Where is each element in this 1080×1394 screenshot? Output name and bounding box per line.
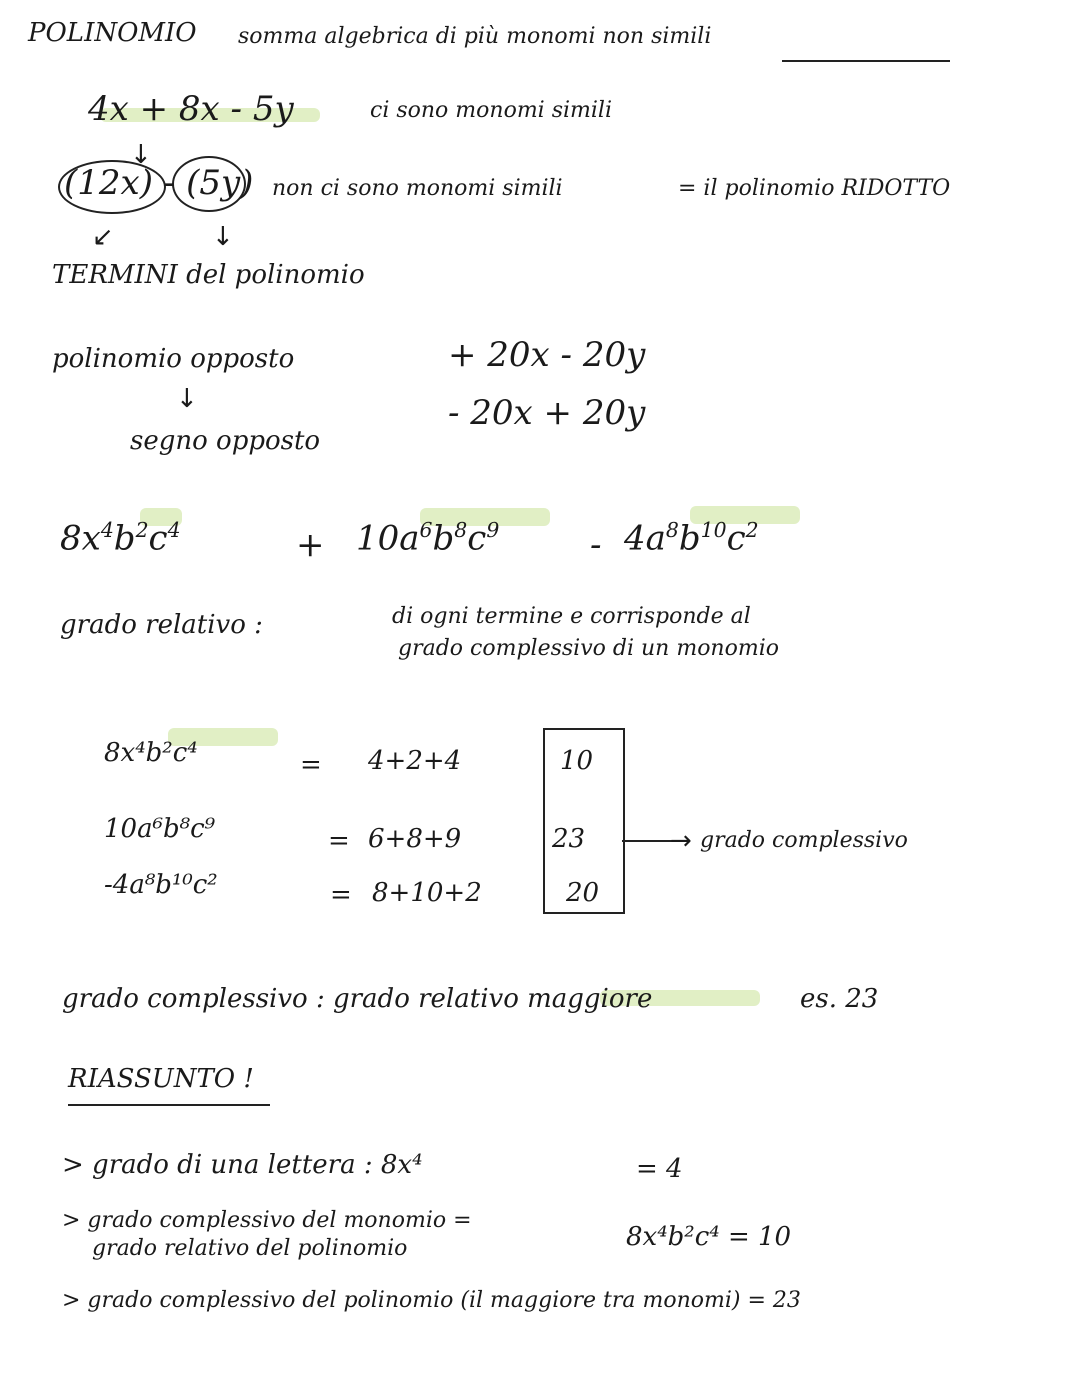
underline [68,1104,270,1106]
table-result: 20 [566,878,600,908]
arrow-label: grado complessivo [700,828,908,853]
summary-item-1: > grado di una lettera : 8x⁴ [62,1150,423,1180]
poly-op-minus: - [590,525,602,565]
overall-example: es. 23 [800,984,879,1014]
summary-item-2a: > grado complessivo del monomio = [62,1208,472,1233]
summary-item-3: > grado complessivo del polinomio (il maggiore tra monomi) = 23 [62,1288,801,1313]
relative-desc-2: grado complessivo di un monomio [398,636,779,661]
underline [782,60,950,62]
table-eq: = [328,826,350,856]
result-box [543,728,625,914]
relative-label: grado relativo : [60,610,263,640]
table-sum: 8+10+2 [372,878,482,908]
arrow-down-left-icon: ↙ [92,222,114,252]
opposite-sublabel: segno opposto [130,426,321,456]
arrow-right-icon: → [670,826,692,856]
terms-label: TERMINI del polinomio [52,260,365,290]
summary-item-2-expr: 8x⁴b²c⁴ = 10 [626,1222,792,1252]
summary-item-2b: grado relativo del polinomio [92,1236,408,1261]
table-eq: = [330,880,352,910]
table-eq: = [300,750,322,780]
arrow-down-icon: ↓ [130,140,152,170]
reduced-note: non ci sono monomi simili [272,176,563,201]
relative-desc-1: di ogni termine e corrisponde al [392,604,751,629]
table-sum: 6+8+9 [368,824,462,854]
overall-text: grado complessivo : grado relativo maggiore [62,984,653,1014]
reduced-expression: (12x) - (5y) [64,163,254,203]
table-result: 23 [552,824,586,854]
arrow-down-icon: ↓ [176,384,198,414]
reduced-result: = il polinomio RIDOTTO [678,176,951,201]
note-similar: ci sono monomi simili [370,98,612,123]
table-term: 10a⁶b⁸c⁹ [104,814,216,844]
table-term: 8x⁴b²c⁴ [104,738,198,768]
definition: somma algebrica di più monomi non simili [238,24,712,49]
poly-term-3: $4a^8b^{10}c^2$ [624,518,759,559]
summary-title: RIASSUNTO ! [68,1064,254,1094]
table-sum: 4+2+4 [368,746,462,776]
poly-op-plus: + [296,525,325,565]
title: POLINOMIO [28,18,197,48]
expression: 4x + 8x - 5y [88,89,294,129]
opposite-line1: + 20x - 20y [448,335,646,375]
arrow-down-icon: ↓ [212,222,234,252]
opposite-line2: - 20x + 20y [448,393,646,433]
poly-term-2: $10a^6b^8c^9$ [356,518,500,559]
summary-item-1-result: = 4 [636,1154,683,1184]
table-term: -4a⁸b¹⁰c² [104,870,218,900]
poly-term-1: $8x^4b^2c^4$ [60,518,181,559]
opposite-label: polinomio opposto [52,344,295,374]
table-result: 10 [560,746,594,776]
